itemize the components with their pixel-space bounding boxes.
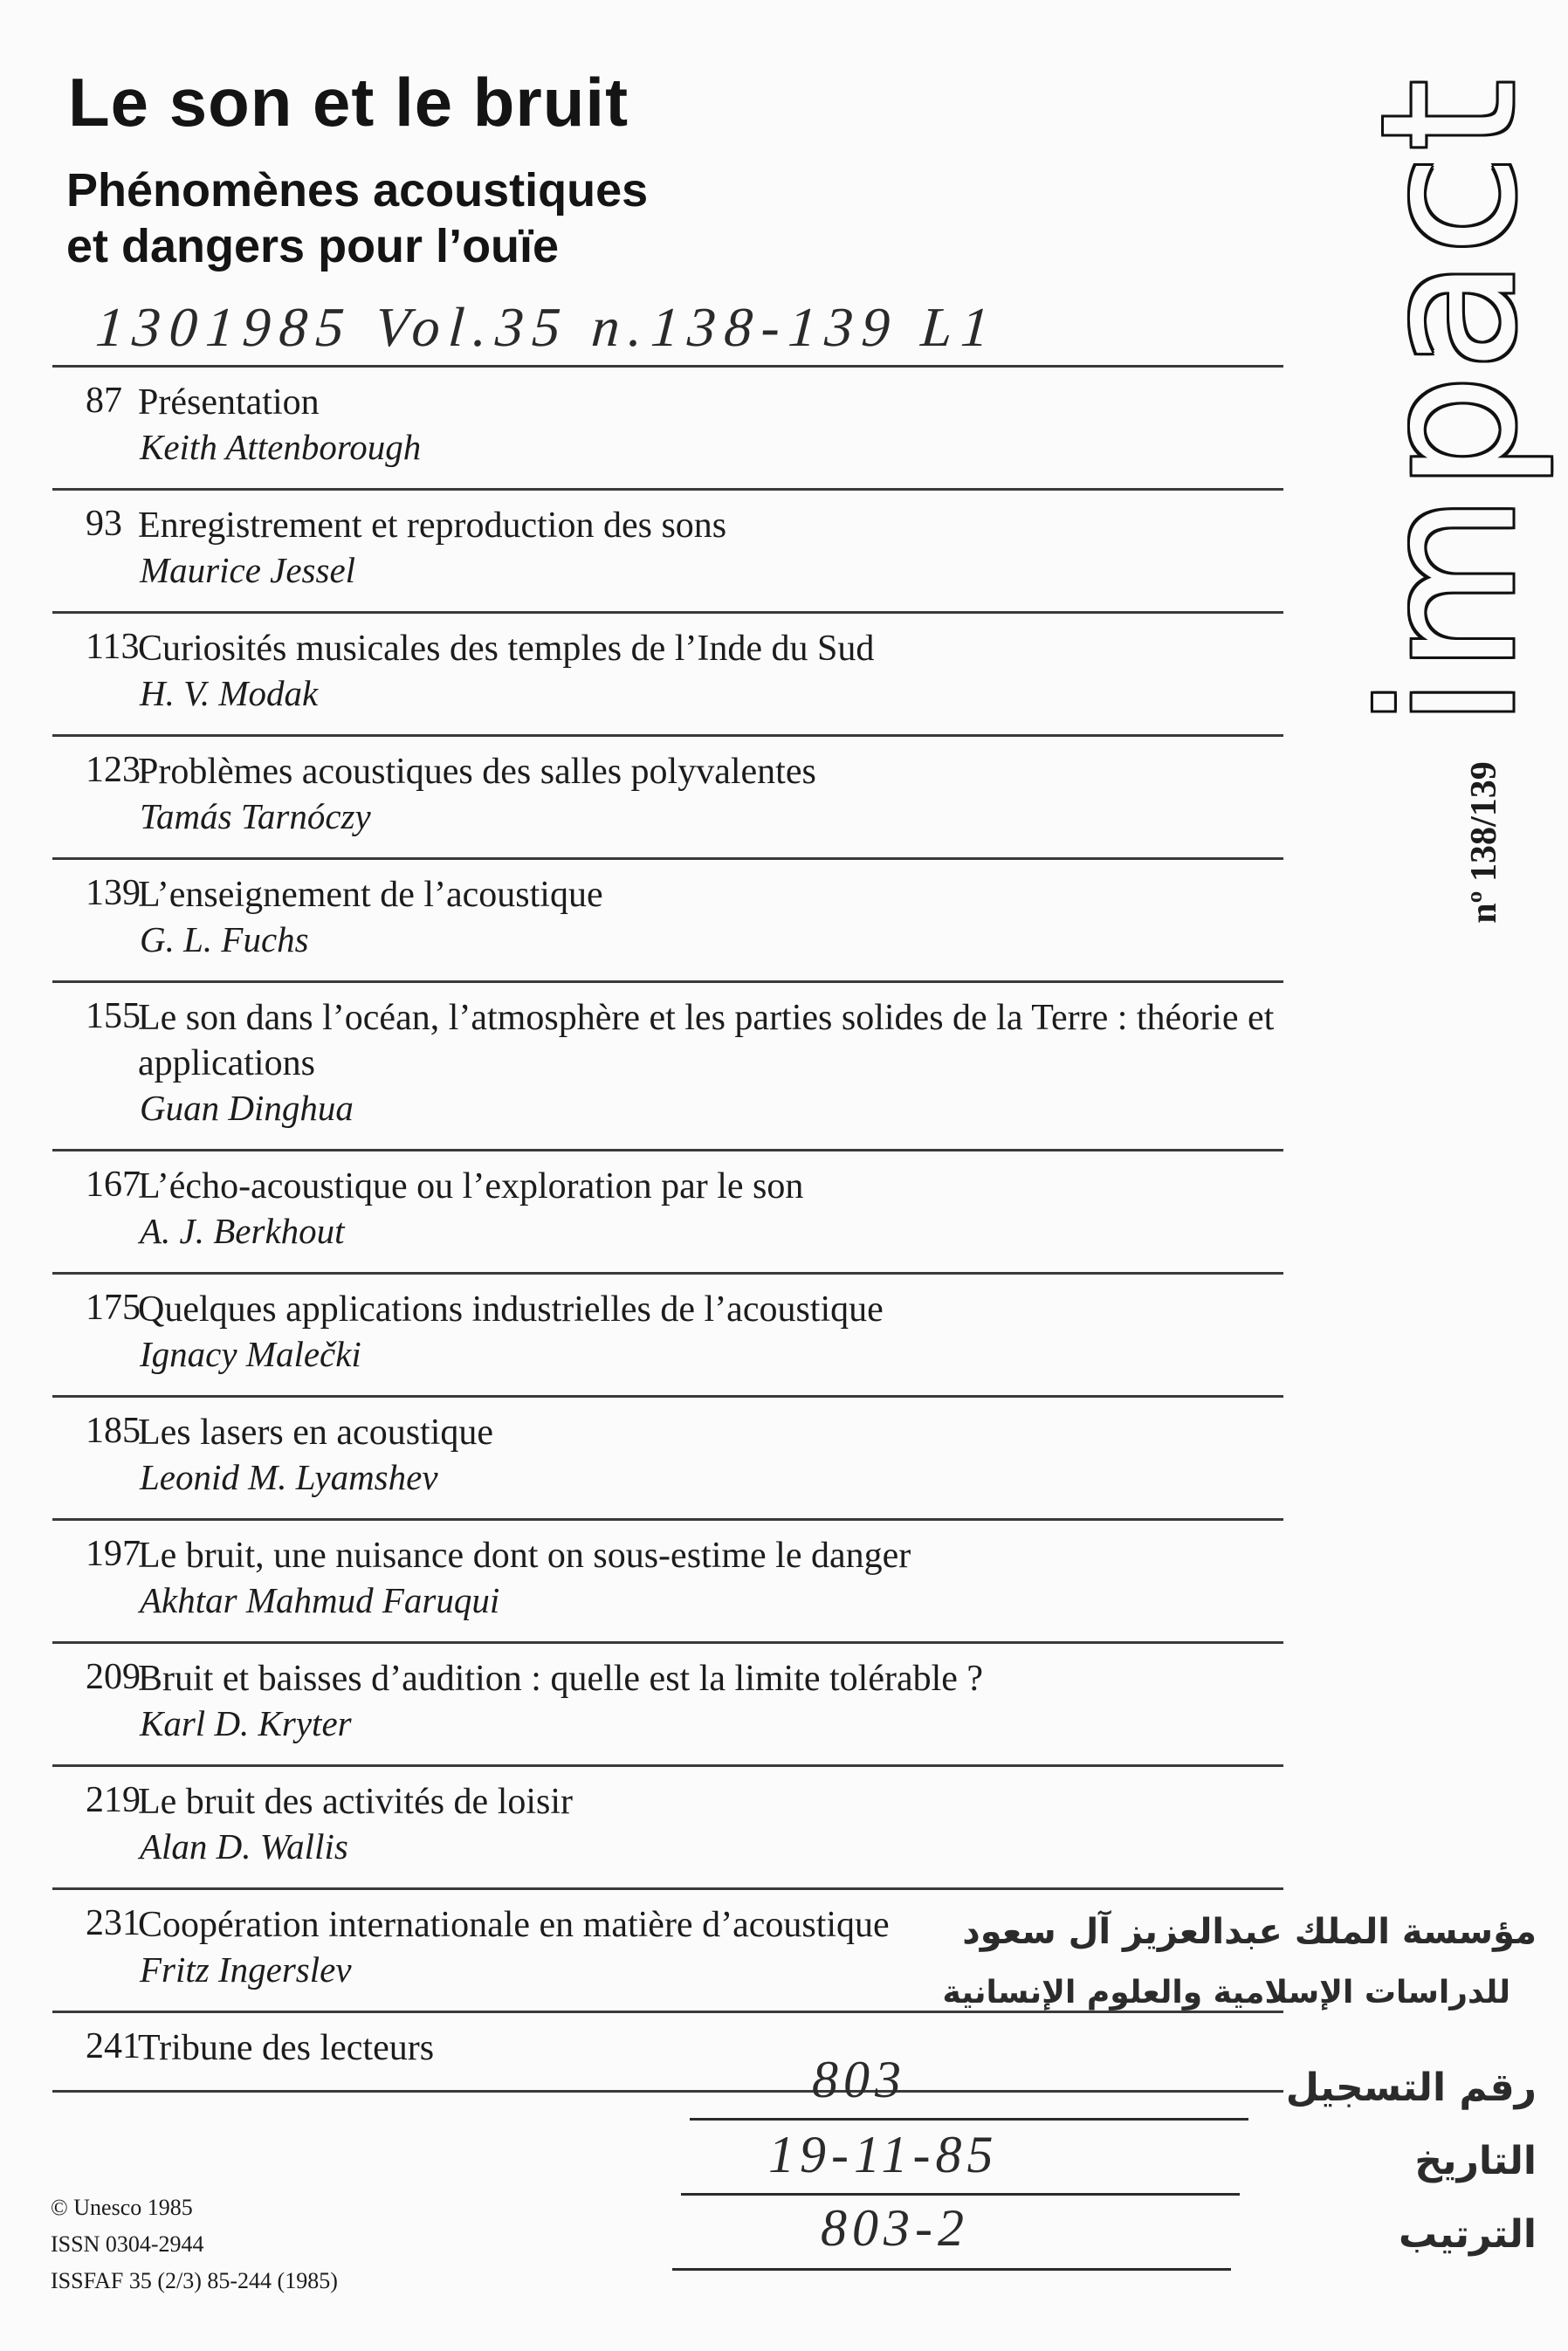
- toc-author: Leonid M. Lyamshev: [140, 1457, 438, 1497]
- toc-page-number: 219: [86, 1780, 141, 1820]
- toc-entry[interactable]: [52, 860, 1283, 980]
- stamp-label-number: رقم التسجيل: [1285, 2066, 1537, 2110]
- masthead: [1342, 75, 1557, 728]
- toc-page-number: 231: [86, 1903, 141, 1943]
- toc-entry[interactable]: [52, 1644, 1283, 1764]
- stamp-rule: [690, 2118, 1248, 2121]
- stamp-label-order: الترتيب: [1399, 2212, 1537, 2257]
- toc-article-title: Le bruit, une nuisance dont on sous-estime le danger: [138, 1536, 911, 1576]
- toc-author: Alan D. Wallis: [140, 1826, 348, 1866]
- toc-author: Tamás Tarnóczy: [140, 796, 371, 836]
- toc-page-number: 155: [86, 996, 141, 1036]
- toc-article-title: Problèmes acoustiques des salles polyvalentes: [138, 752, 816, 792]
- stamp-institution: مؤسسة الملك عبدالعزيز آل سعود: [962, 1912, 1537, 1952]
- toc-article-title: Les lasers en acoustique: [138, 1413, 494, 1453]
- toc-entry[interactable]: [52, 368, 1283, 488]
- handwritten-catalog-reference: 1301985 Vol.35 n.138-139 L1: [93, 296, 1001, 358]
- toc-entry[interactable]: [52, 1275, 1283, 1395]
- toc-author: H. V. Modak: [140, 673, 319, 713]
- toc-article-title: Quelques applications industrielles de l’acoustique: [138, 1289, 884, 1330]
- stamp-order-value: 803-2: [821, 2199, 969, 2257]
- toc-article-title: L’enseignement de l’acoustique: [138, 875, 603, 915]
- stamp-institution-sub: للدراسات الإسلامية والعلوم الإنسانية: [942, 1975, 1510, 2011]
- stamp-number-value: 803: [812, 2051, 906, 2108]
- table-of-contents: [52, 365, 1283, 2093]
- toc-author: A. J. Berkhout: [140, 1211, 345, 1251]
- copyright: © Unesco 1985: [51, 2195, 193, 2220]
- toc-entry[interactable]: [52, 1151, 1283, 1272]
- toc-entry[interactable]: [52, 737, 1283, 857]
- toc-article-title: Tribune des lecteurs: [138, 2028, 435, 2068]
- toc-page-number: 167: [86, 1165, 141, 1205]
- issn: ISSN 0304-2944: [51, 2231, 204, 2257]
- toc-author: Karl D. Kryter: [140, 1703, 352, 1743]
- toc-page-number: 93: [86, 504, 122, 544]
- toc-author: Keith Attenborough: [140, 427, 422, 467]
- toc-author: Maurice Jessel: [140, 550, 356, 590]
- issfaf-code: ISSFAF 35 (2/3) 85-244 (1985): [51, 2268, 338, 2293]
- toc-entry[interactable]: [52, 983, 1283, 1149]
- toc-entry[interactable]: [52, 1398, 1283, 1518]
- toc-page-number: 139: [86, 873, 141, 913]
- toc-author: Ignacy Malečki: [140, 1334, 361, 1374]
- stamp-label-date: التاريخ: [1414, 2139, 1537, 2183]
- toc-article-title: Enregistrement et reproduction des sons: [138, 505, 727, 546]
- stamp-date-value: 19-11-85: [768, 2126, 999, 2183]
- toc-page-number: 113: [86, 627, 140, 667]
- issue-number: nº 138/139: [1464, 761, 1504, 924]
- page-subtitle: [66, 162, 648, 274]
- toc-article-title: Curiosités musicales des temples de l’Inde du Sud: [138, 629, 875, 669]
- toc-entry[interactable]: [52, 1767, 1283, 1887]
- toc-page-number: 197: [86, 1534, 141, 1574]
- toc-entry[interactable]: [52, 491, 1283, 611]
- toc-entry[interactable]: [52, 1521, 1283, 1641]
- toc-page-number: 241: [86, 2026, 141, 2066]
- toc-author: G. L. Fuchs: [140, 919, 309, 959]
- toc-entry[interactable]: [52, 614, 1283, 734]
- toc-article-title: Bruit et baisses d’audition : quelle est la limite tolérable ?: [138, 1659, 984, 1699]
- stamp-rule: [672, 2268, 1231, 2271]
- toc-author: Guan Dinghua: [140, 1088, 354, 1128]
- toc-article-title: Le bruit des activités de loisir: [138, 1782, 574, 1822]
- toc-author: Fritz Ingerslev: [140, 1949, 352, 1990]
- subtitle-line-1: Phénomènes acoustiques: [66, 164, 649, 217]
- toc-author: Akhtar Mahmud Faruqui: [140, 1580, 500, 1620]
- toc-article-title: Présentation: [138, 382, 320, 423]
- library-stamp: [664, 1894, 1537, 2313]
- toc-page-number: 123: [86, 750, 141, 790]
- impact-logo: impact: [1342, 75, 1557, 728]
- toc-article-title: L’écho-acoustique ou l’exploration par le son: [138, 1166, 804, 1206]
- subtitle-line-2: et dangers pour l’ouïe: [66, 220, 560, 272]
- toc-page-number: 209: [86, 1657, 141, 1697]
- toc-page-number: 185: [86, 1411, 141, 1451]
- toc-article-title: Coopération internationale en matière d’acoustique: [138, 1905, 890, 1945]
- toc-page-number: 175: [86, 1288, 141, 1328]
- toc-article-title: Le son dans l’océan, l’atmosphère et les parties solides de la Terre : théorie et applications: [138, 998, 1275, 1083]
- page-title: Le son et le bruit: [68, 64, 629, 141]
- publication-footer: [51, 2189, 338, 2299]
- stamp-rule: [681, 2193, 1240, 2196]
- toc-page-number: 87: [86, 381, 122, 421]
